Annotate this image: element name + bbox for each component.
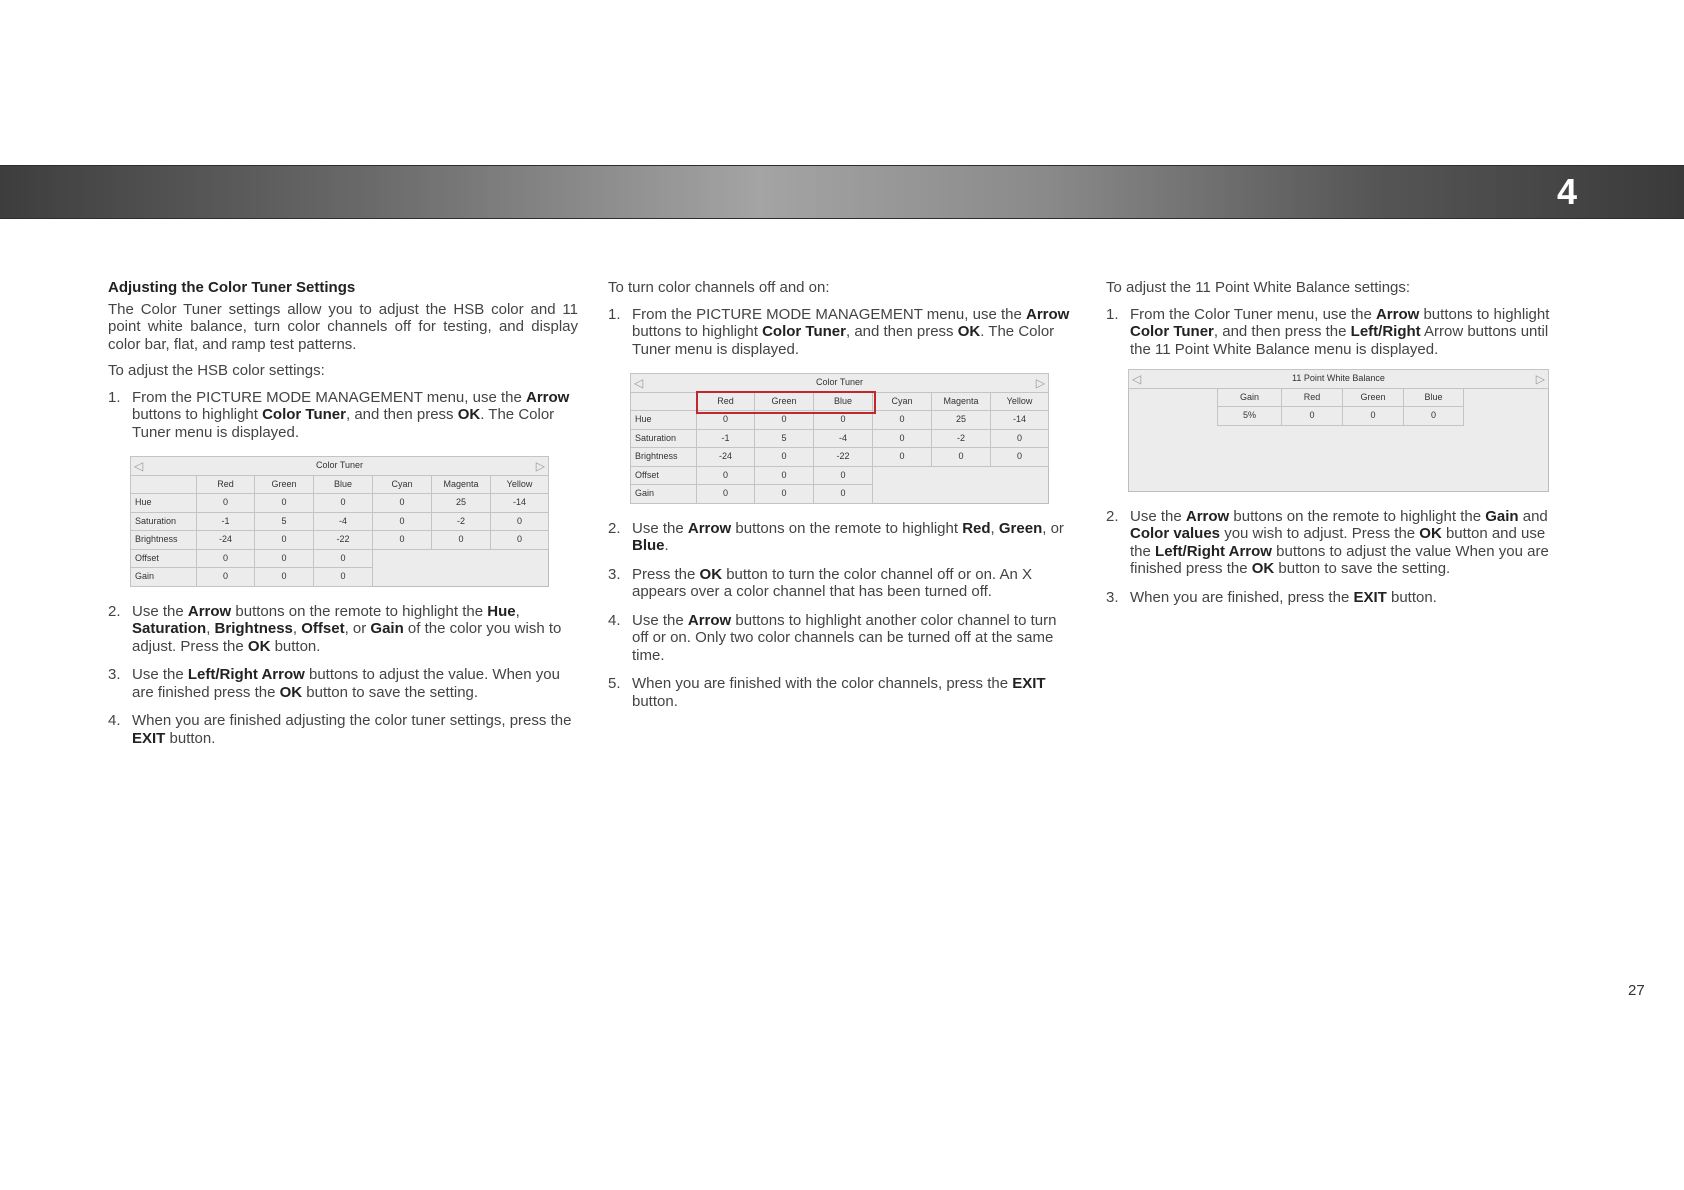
col-red[interactable]: Red <box>1282 388 1343 407</box>
col-red[interactable]: Red <box>197 475 255 494</box>
step-item: 1. From the Color Tuner menu, use the Arrow buttons to highlight Color Tuner, and then press the Left/Right Arrow buttons until the 11 Point White Balance menu is displayed. <box>1106 305 1550 358</box>
menu-title: Color Tuner <box>315 460 364 470</box>
step-item <box>108 389 578 442</box>
table-row: Gain 0 0 0 <box>631 485 1049 504</box>
table-header-row <box>1129 388 1549 407</box>
steps-list <box>608 520 1076 711</box>
menu-title: Color Tuner <box>815 377 864 387</box>
table-header-row <box>631 392 1049 411</box>
col-yellow[interactable]: Yellow <box>491 475 549 494</box>
left-arrow-icon[interactable]: ◁ <box>1132 372 1142 386</box>
col-cyan[interactable]: Cyan <box>873 392 932 411</box>
table-title-row <box>131 457 549 476</box>
column-white-balance <box>1106 279 1561 617</box>
white-balance-table <box>1128 369 1549 492</box>
step-text: From the PICTURE MODE MANAGEMENT menu, use the Arrow buttons to highlight Color Tuner, and then press OK. The Color Tuner menu is displayed. <box>632 305 1070 358</box>
menu-title: 11 Point White Balance <box>1292 373 1385 383</box>
step-item: 4. Use the Arrow buttons to highlight another color channel to turn off or on. Only two color channels can be turned off at the same time. <box>608 611 1057 664</box>
right-arrow-icon[interactable]: ▷ <box>1535 372 1545 386</box>
color-tuner-menu-2 <box>630 373 1076 504</box>
column-channels <box>608 279 1076 721</box>
table-row: Hue 0 0 0 0 25 -14 <box>631 411 1049 430</box>
steps-list <box>108 603 578 748</box>
table-row: Saturation -1 5 -4 0 -2 0 <box>131 512 549 531</box>
white-balance-menu <box>1128 369 1561 492</box>
col-yellow[interactable]: Yellow <box>991 392 1049 411</box>
col-blue[interactable]: Blue <box>814 392 873 411</box>
col-red[interactable]: Red <box>697 392 755 411</box>
table-row: Gain 0 0 0 <box>131 568 549 587</box>
step-text: When you are finished, press the EXIT button. <box>1130 588 1437 606</box>
page-number: 27 <box>1628 982 1645 999</box>
table-row: Offset 0 0 0 <box>131 549 549 568</box>
chapter-number: 4 <box>1556 171 1577 212</box>
step-item: 3. Use the Left/Right Arrow buttons to adjust the value. When you are finished press the OK button to save the setting. <box>108 666 560 701</box>
left-arrow-icon[interactable]: ◁ <box>634 376 644 390</box>
step-text: From the PICTURE MODE MANAGEMENT menu, use the Arrow buttons to highlight Color Tuner, and then press OK. The Color Tuner menu is displayed. <box>132 388 570 441</box>
lead-text: To adjust the HSB color settings: <box>108 362 325 379</box>
table-row: Saturation -1 5 -4 0 -2 0 <box>631 429 1049 448</box>
steps-list <box>1106 508 1561 607</box>
step-text: Use the Arrow buttons on the remote to highlight the Gain and Color values you wish to adjust. Press the OK button and use the Left/Right Arrow buttons to adjust the value When you are finished press the OK button to save the setting. <box>1130 507 1549 577</box>
col-green[interactable]: Green <box>755 392 814 411</box>
section-heading: Adjusting the Color Tuner Settings <box>108 279 356 296</box>
step-item: 2. Use the Arrow buttons on the remote to highlight Red, Green, or Blue. <box>608 519 1064 554</box>
table-row: Brightness -24 0 -22 0 0 0 <box>131 531 549 550</box>
step-item: 3. Press the OK button to turn the color channel off or on. An X appears over a color channel that has been turned off. <box>608 565 1032 600</box>
lead-text: To adjust the 11 Point White Balance settings: <box>1106 279 1411 296</box>
col-blue[interactable]: Blue <box>1404 388 1464 407</box>
step-item: 5. When you are finished with the color channels, press the EXIT button. <box>608 675 1046 710</box>
table-header-row <box>131 475 549 494</box>
column-hsb <box>108 279 578 758</box>
table-row: Offset 0 0 0 <box>631 466 1049 485</box>
step-item: 3. When you are finished, press the EXIT button. <box>1106 588 1437 606</box>
step-text: Use the Arrow buttons to highlight another color channel to turn off or on. Only two color channels can be turned off at the same time. <box>632 611 1057 664</box>
step-text: Use the Left/Right Arrow buttons to adjust the value. When you are finished press the OK button to save the setting. <box>132 666 560 701</box>
step-item: 4. When you are finished adjusting the color tuner settings, press the EXIT button. <box>108 712 572 747</box>
step-item: 1. From the PICTURE MODE MANAGEMENT menu, use the Arrow buttons to highlight Color Tuner, and then press OK. The Color Tuner menu is displayed. <box>608 305 1070 358</box>
right-arrow-icon[interactable]: ▷ <box>535 459 545 473</box>
lead-text: To turn color channels off and on: <box>608 279 830 296</box>
table-row: Brightness -24 0 -22 0 0 0 <box>631 448 1049 467</box>
step-text: Press the OK button to turn the color channel off or on. An X appears over a color channel that has been turned off. <box>632 565 1032 600</box>
col-blue[interactable]: Blue <box>314 475 373 494</box>
col-magenta[interactable]: Magenta <box>432 475 491 494</box>
col-green[interactable]: Green <box>255 475 314 494</box>
step-text: When you are finished with the color channels, press the EXIT button. <box>632 675 1046 710</box>
table-title-row <box>631 374 1049 393</box>
right-arrow-icon[interactable]: ▷ <box>1035 376 1045 390</box>
steps-list <box>108 389 578 442</box>
steps-list <box>608 306 1076 359</box>
step-text: When you are finished adjusting the color tuner settings, press the EXIT button. <box>132 712 572 747</box>
intro-paragraph: The Color Tuner settings allow you to adjust the HSB color and 11 point white balance, turn color channels off for testing, and display color bar, flat, and ramp test patterns. <box>108 300 578 353</box>
col-gain[interactable]: Gain <box>1218 388 1282 407</box>
chapter-banner <box>0 165 1684 219</box>
step-number: 1. <box>108 388 121 406</box>
table-blank-area <box>1129 425 1549 491</box>
col-green[interactable]: Green <box>1343 388 1404 407</box>
step-item: 2. Use the Arrow buttons on the remote to highlight the Gain and Color values you wish to adjust. Press the OK button and use the Left/Right Arrow buttons to adjust the value When you are finished press the OK button to save the setting. <box>1106 507 1549 577</box>
step-text: Use the Arrow buttons on the remote to highlight Red, Green, or Blue. <box>632 519 1064 554</box>
steps-list <box>1106 306 1561 359</box>
color-tuner-menu-1 <box>130 456 578 587</box>
col-magenta[interactable]: Magenta <box>932 392 991 411</box>
color-tuner-table <box>130 456 549 587</box>
left-arrow-icon[interactable]: ◁ <box>134 459 144 473</box>
table-title-row <box>1129 370 1549 389</box>
col-cyan[interactable]: Cyan <box>373 475 432 494</box>
table-row: 5% 0 0 0 <box>1129 407 1549 426</box>
step-text: Use the Arrow buttons on the remote to highlight the Hue, Saturation, Brightness, Offset, or Gain of the color you wish to adjust. Press the OK button. <box>132 602 562 655</box>
step-text: From the Color Tuner menu, use the Arrow buttons to highlight Color Tuner, and then press the Left/Right Arrow buttons until the 11 Point White Balance menu is displayed. <box>1130 305 1550 358</box>
color-tuner-table <box>630 373 1049 504</box>
step-item: 2. Use the Arrow buttons on the remote to highlight the Hue, Saturation, Brightness, Offset, or Gain of the color you wish to adjust. Press the OK button. <box>108 602 562 655</box>
table-row: Hue 0 0 0 0 25 -14 <box>131 494 549 513</box>
